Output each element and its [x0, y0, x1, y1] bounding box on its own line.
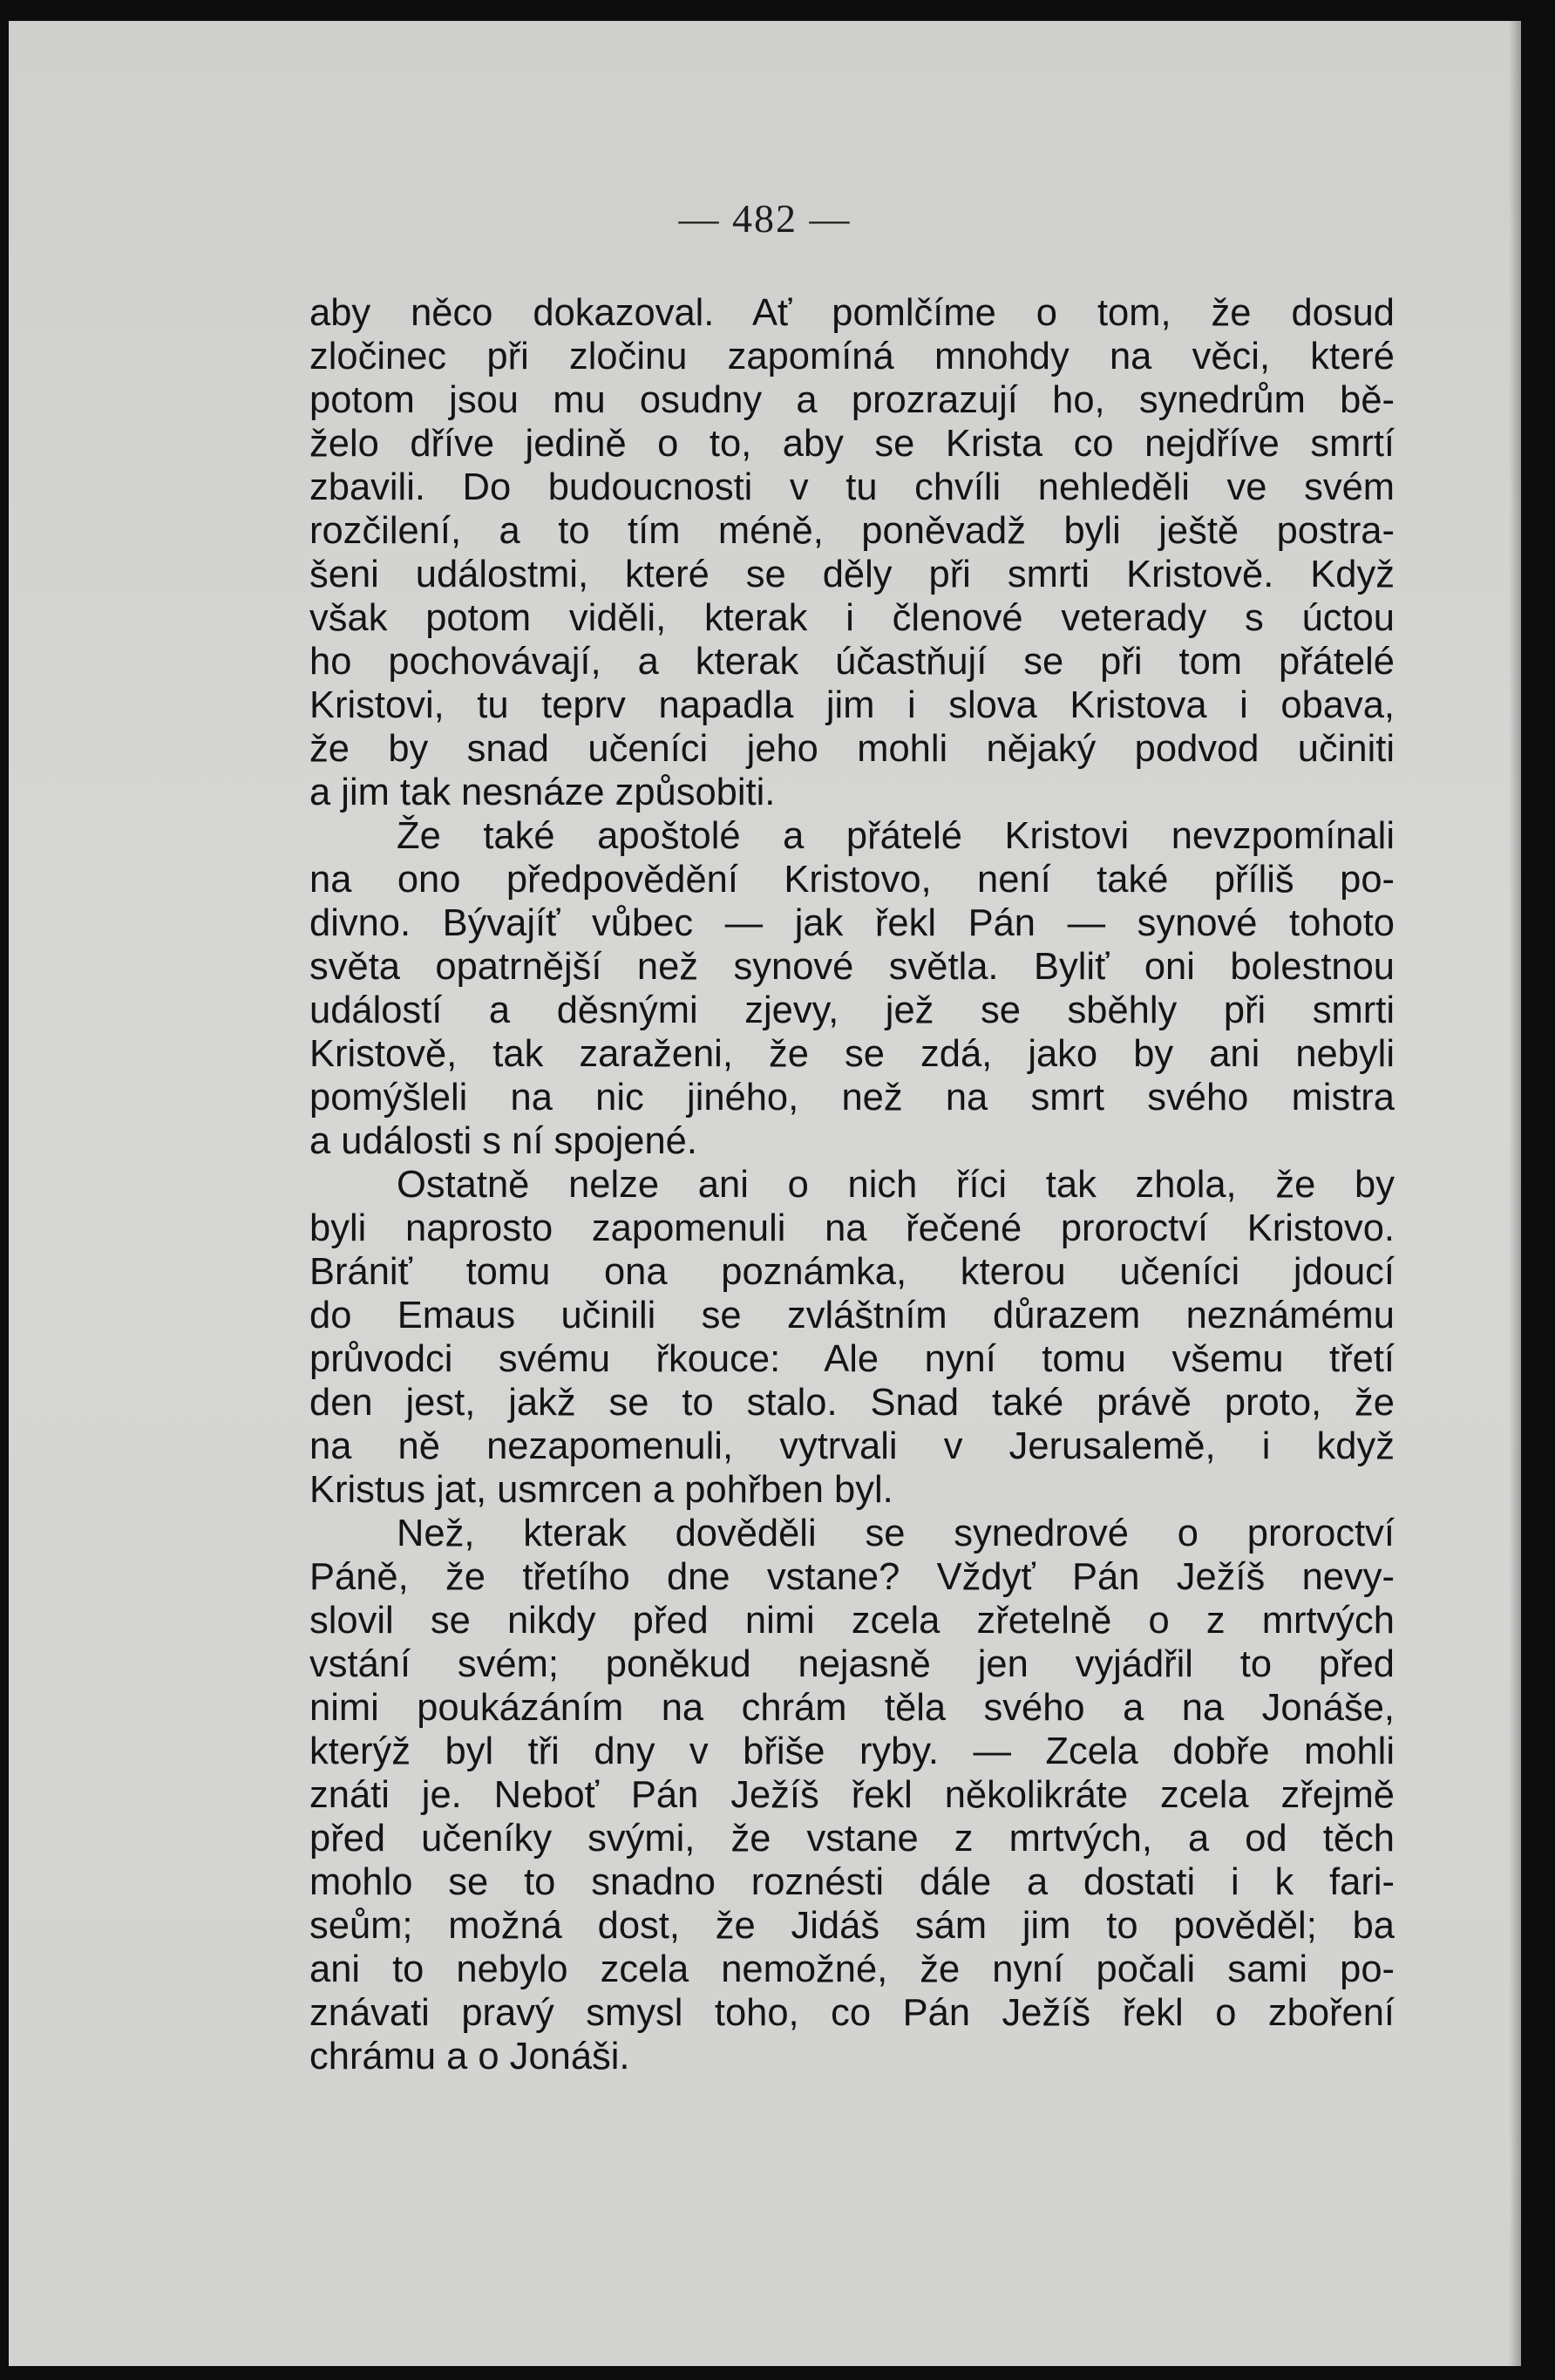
text-line: na ně nezapomenuli, vytrvali v Jerusalemě, i když: [309, 1425, 1395, 1467]
text-line: ani to nebylo zcela nemožné, že nyní počali sami po-: [309, 1948, 1395, 1990]
text-line: chrámu a o Jonáši.: [309, 2036, 630, 2077]
text-line: Kristovi, tu teprv napadla jim i slova Kristova i obava,: [309, 684, 1395, 726]
text-line: Kristus jat, usmrcen a pohřben byl.: [309, 1469, 893, 1511]
text-line: Kristově, tak zaraženi, že se zdá, jako by ani nebyli: [309, 1033, 1395, 1075]
text-line: světa opatrnější než synové světla. Byliť oni bolestnou: [309, 946, 1395, 988]
page-number: — 482 —: [678, 196, 852, 241]
text-line: do Emaus učinili se zvláštním důrazem neznámému: [309, 1295, 1395, 1336]
text-line: Brániť tomu ona poznámka, kterou učeníci jdoucí: [309, 1251, 1395, 1293]
text-line: zločinec při zločinu zapomíná mnohdy na věci, které: [309, 336, 1395, 377]
text-line: seům; možná dost, že Jidáš sám jim to pověděl; ba: [309, 1905, 1395, 1947]
text-line: želo dříve jedině o to, aby se Krista co nejdříve smrtí: [309, 423, 1395, 465]
text-line: šeni událostmi, které se děly při smrti Kristově. Když: [309, 554, 1395, 595]
text-line: Páně, že třetího dne vstane? Vždyť Pán Ježíš nevy-: [309, 1556, 1395, 1598]
text-line: Ostatně nelze ani o nich říci tak zhola, že by: [397, 1164, 1395, 1206]
text-line: znáti je. Neboť Pán Ježíš řekl několikráte zcela zřejmě: [309, 1774, 1395, 1816]
text-line: na ono předpovědění Kristovo, není také příliš po-: [309, 859, 1395, 901]
text-line: a jim tak nesnáze způsobiti.: [309, 772, 776, 813]
text-line: však potom viděli, kterak i členové veterady s úctou: [309, 597, 1395, 639]
text-line: a události s ní spojené.: [309, 1120, 697, 1162]
text-line: nimi poukázáním na chrám těla svého a na Jonáše,: [309, 1687, 1395, 1729]
text-line: událostí a děsnými zjevy, jež se sběhly při smrti: [309, 989, 1395, 1031]
text-line: byli naprosto zapomenuli na řečené proroctví Kristovo.: [309, 1207, 1395, 1249]
scanned-page: [9, 21, 1521, 2366]
text-line: znávati pravý smysl toho, co Pán Ježíš řekl o zboření: [309, 1992, 1395, 2034]
body-text: [309, 291, 1395, 2078]
text-line: rozčilení, a to tím méně, poněvadž byli ještě postra-: [309, 510, 1395, 552]
text-line: zbavili. Do budoucnosti v tu chvíli nehleděli ve svém: [309, 466, 1395, 508]
text-line: pomýšleli na nic jiného, než na smrt svého mistra: [309, 1077, 1395, 1119]
text-line: že by snad učeníci jeho mohli nějaký podvod učiniti: [309, 728, 1395, 770]
text-line: den jest, jakž se to stalo. Snad také právě proto, že: [309, 1382, 1395, 1424]
text-line: Že také apoštolé a přátelé Kristovi nevzpomínali: [397, 815, 1395, 857]
text-line: slovil se nikdy před nimi zcela zřetelně o z mrtvých: [309, 1600, 1395, 1642]
text-line: Než, kterak dověděli se synedrové o proroctví: [397, 1513, 1395, 1554]
text-line: vstání svém; poněkud nejasně jen vyjádřil to před: [309, 1643, 1395, 1685]
text-line: divno. Bývajíť vůbec — jak řekl Pán — synové tohoto: [309, 902, 1395, 944]
text-line: před učeníky svými, že vstane z mrtvých, a od těch: [309, 1818, 1395, 1860]
text-line: kterýž byl tři dny v břiše ryby. — Zcela dobře mohli: [309, 1731, 1395, 1772]
text-line: mohlo se to snadno roznésti dále a dostati i k fari-: [309, 1861, 1395, 1903]
text-line: potom jsou mu osudny a prozrazují ho, synedrům bě-: [309, 379, 1395, 421]
text-line: průvodci svému řkouce: Ale nyní tomu všemu třetí: [309, 1338, 1395, 1380]
text-line: ho pochovávají, a kterak účastňují se při tom přátelé: [309, 641, 1395, 683]
text-line: aby něco dokazoval. Ať pomlčíme o tom, že dosud: [309, 292, 1395, 334]
